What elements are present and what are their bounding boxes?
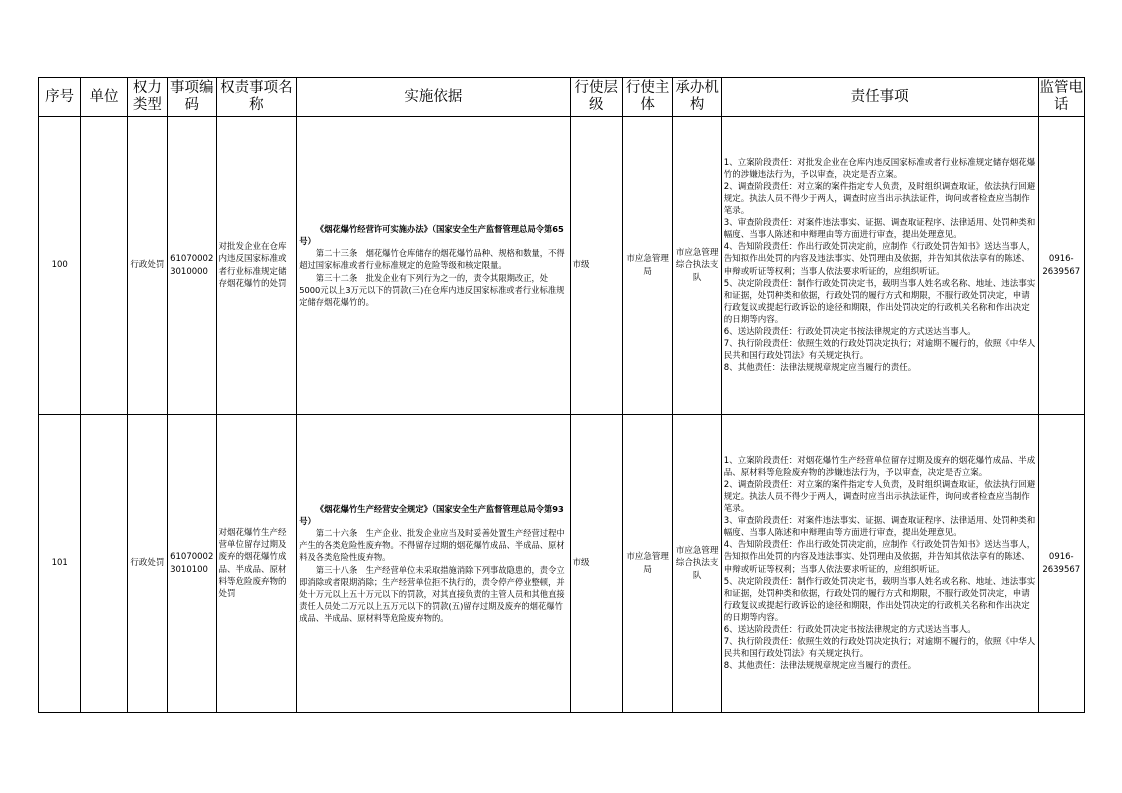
cell-unit xyxy=(81,117,127,415)
cell-subject: 市应急管理局 xyxy=(622,117,672,415)
cell-item-code: 610700023010000 xyxy=(168,117,216,415)
responsibility-item: 3、审查阶段责任：对案件违法事实、证据、调查取证程序、法律适用、处罚种类和幅度、当事人陈述和申辩理由等方面进行审查，提出处理意见。 xyxy=(723,516,1036,539)
cell-subject: 市应急管理局 xyxy=(622,415,672,713)
power-list-table xyxy=(38,77,1085,713)
cell-level: 市级 xyxy=(570,117,622,415)
header-row xyxy=(39,78,1085,117)
cell-undertaker: 市应急管理综合执法支队 xyxy=(673,117,721,415)
basis-paragraph: 第二十三条 烟花爆竹仓库储存的烟花爆竹品种、规格和数量，不得超过国家标准或者行业标准规定的危险等级和核定限量。 xyxy=(299,248,565,271)
basis-paragraph: 第二十六条 生产企业、批发企业应当及时妥善处置生产经营过程中产生的各类危险性废弃物。不得留存过期的烟花爆竹成品、半成品、原材料及各类危险性废弃物。 xyxy=(299,528,565,563)
cell-basis xyxy=(297,117,570,415)
responsibility-item: 6、送达阶段责任：行政处罚决定书按法律规定的方式送达当事人。 xyxy=(723,326,976,337)
cell-responsibility xyxy=(721,117,1038,415)
basis-title: 《烟花爆竹经营许可实施办法》（国家安全生产监督管理总局令第65号） xyxy=(299,224,564,247)
cell-item-name: 对批发企业在仓库内违反国家标准或者行业标准规定储存烟花爆竹的处罚 xyxy=(216,117,297,415)
responsibility-item: 5、决定阶段责任：制作行政处罚决定书，载明当事人姓名或名称、地址、违法事实和证据，处罚种类和依据，行政处罚的履行方式和期限，不服行政处罚决定，申请行政复议或提起行政诉讼的途径和期限，作出处罚决定的行政机关名称和作出决定的日期等内容。 xyxy=(723,278,1036,325)
responsibility-item: 2、调查阶段责任：对立案的案件指定专人负责，及时组织调查取证，依法执行回避规定。执法人员不得少于两人，调查时应当出示执法证件，询问或者检查应当制作笔录。 xyxy=(723,181,1036,217)
responsibility-item: 7、执行阶段责任：依照生效的行政处罚决定执行；对逾期不履行的，依照《中华人民共和国行政处罚法》有关规定执行。 xyxy=(723,339,1036,362)
responsibility-item: 1、立案阶段责任：对烟花爆竹生产经营单位留存过期及废弃的烟花爆竹成品、半成品、原材料等危险废弃物的涉嫌违法行为，予以审查，决定是否立案。 xyxy=(723,455,1036,478)
header-responsibility: 责任事项 xyxy=(721,78,1038,117)
header-subject: 行使主体 xyxy=(622,78,672,117)
responsibility-item: 3、审查阶段责任：对案件违法事实、证据、调查取证程序、法律适用、处罚种类和幅度、当事人陈述和申辩理由等方面进行审查，提出处理意见。 xyxy=(723,218,1036,241)
responsibility-item: 4、告知阶段责任：作出行政处罚决定前，应制作《行政处罚告知书》送达当事人，告知拟作出处罚的内容及违法事实、处罚理由及依据，并告知其依法享有的陈述、申辩或听证等权利；当事人依法要求听证的，应组织听证。 xyxy=(723,540,1036,575)
header-unit: 单位 xyxy=(81,78,127,117)
cell-seq: 101 xyxy=(39,415,81,713)
header-undertaker: 承办机构 xyxy=(673,78,721,117)
basis-paragraph: 第三十八条 生产经营单位未采取措施消除下列事故隐患的，责令立即消除或者限期消除；生产经营单位拒不执行的，责令停产停业整顿，并处十万元以上五十万元以下的罚款，对其直接负责的主管人员和其他直接责任人员处二万元以上五万元以下的罚款(五)留存过期及废弃的烟花爆竹成品、半成品、原材料等危险废弃物的。 xyxy=(299,564,565,623)
header-basis: 实施依据 xyxy=(297,78,570,117)
cell-item-code: 610700023010100 xyxy=(168,415,216,713)
cell-item-name: 对烟花爆竹生产经营单位留存过期及废弃的烟花爆竹成品、半成品、原材料等危险废弃物的处罚 xyxy=(216,415,297,713)
header-item-code: 事项编码 xyxy=(168,78,216,117)
cell-unit xyxy=(81,415,127,713)
responsibility-item: 1、立案阶段责任：对批发企业在仓库内违反国家标准或者行业标准规定储存烟花爆竹的涉嫌违法行为，予以审查，决定是否立案。 xyxy=(723,157,1036,180)
cell-level: 市级 xyxy=(570,415,622,713)
responsibility-item: 2、调查阶段责任：对立案的案件指定专人负责，及时组织调查取证，依法执行回避规定。执法人员不得少于两人，调查时应当出示执法证件，询问或者检查应当制作笔录。 xyxy=(723,479,1036,515)
table-row xyxy=(39,415,1085,713)
responsibility-item: 8、其他责任：法律法规规章规定应当履行的责任。 xyxy=(723,363,917,374)
cell-basis xyxy=(297,415,570,713)
responsibility-item: 8、其他责任：法律法规规章规定应当履行的责任。 xyxy=(723,661,917,672)
responsibility-item: 6、送达阶段责任：行政处罚决定书按法律规定的方式送达当事人。 xyxy=(723,624,976,635)
basis-title: 《烟花爆竹生产经营安全规定》（国家安全生产监督管理总局令第93号） xyxy=(299,504,564,527)
cell-phone: 0916-2639567 xyxy=(1038,415,1084,713)
header-seq: 序号 xyxy=(39,78,81,117)
table-row xyxy=(39,117,1085,415)
responsibility-item: 4、告知阶段责任：作出行政处罚决定前，应制作《行政处罚告知书》送达当事人，告知拟作出处罚的内容及违法事实、处罚理由及依据，并告知其依法享有的陈述、申辩或听证等权利；当事人依法要求听证的，应组织听证。 xyxy=(723,242,1036,277)
responsibility-item: 5、决定阶段责任：制作行政处罚决定书，载明当事人姓名或名称、地址、违法事实和证据，处罚种类和依据，行政处罚的履行方式和期限，不服行政处罚决定，申请行政复议或提起行政诉讼的途径和期限，作出处罚决定的行政机关名称和作出决定的日期等内容。 xyxy=(723,576,1036,623)
cell-power-type: 行政处罚 xyxy=(127,415,167,713)
header-phone: 监管电话 xyxy=(1038,78,1084,117)
header-item-name: 权责事项名称 xyxy=(216,78,297,117)
responsibility-item: 7、执行阶段责任：依照生效的行政处罚决定执行；对逾期不履行的，依照《中华人民共和国行政处罚法》有关规定执行。 xyxy=(723,637,1036,660)
cell-seq: 100 xyxy=(39,117,81,415)
basis-paragraph: 第三十二条 批发企业有下列行为之一的，责令其限期改正，处5000元以上3万元以下的罚款(三)在仓库内违反国家标准或者行业标准规定储存烟花爆竹的。 xyxy=(299,272,565,307)
header-level: 行使层级 xyxy=(570,78,622,117)
cell-power-type: 行政处罚 xyxy=(127,117,167,415)
cell-phone: 0916-2639567 xyxy=(1038,117,1084,415)
header-power-type: 权力类型 xyxy=(127,78,167,117)
cell-undertaker: 市应急管理综合执法支队 xyxy=(673,415,721,713)
cell-responsibility xyxy=(721,415,1038,713)
